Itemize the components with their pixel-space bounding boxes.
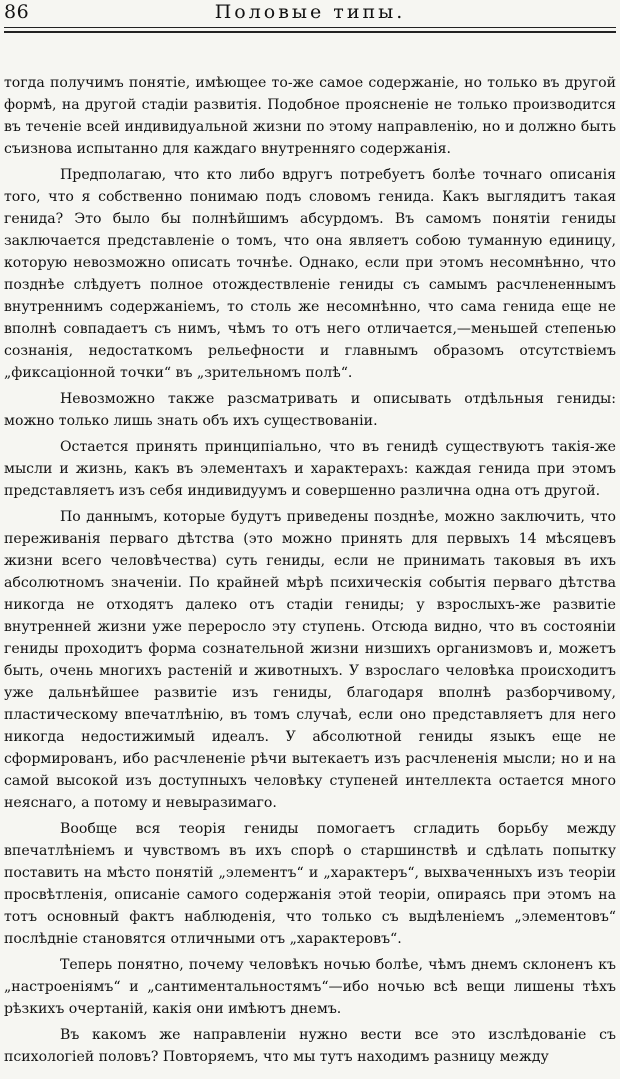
paragraph: Теперь понятно, почему человѣкъ ночью болѣе, чѣмъ днемъ склоненъ къ „настроеніямъ“ и „сантиментальностямъ“—ибо ночью всѣ вещи лишены тѣхъ рѣзкихъ очертаній, какія они имѣютъ днемъ.: [4, 957, 616, 1017]
paragraph: Остается принять принципіально, что въ генидѣ существуютъ такія-же мысли и жизнь, какъ въ элементахъ и характерахъ: каждая генида при этомъ представляетъ изъ себя индивидуумъ и совершенно различна одна отъ другой.: [4, 439, 616, 499]
paragraph-continued: тогда получимъ понятіе, имѣющее то-же самое содержаніе, но только въ другой формѣ, на другой стадіи развитія. Подобное проясненіе не только производится въ теченіе всей индивидуальной жизни по этому направленію, но и должно быть съизнова испытанно для каждаго внутренняго содержанія.: [4, 75, 616, 157]
paragraph: Вообще вся теорія гениды помогаетъ сгладить борьбу между впечатлѣніемъ и чувствомъ въ ихъ спорѣ о старшинствѣ и сдѣлать попытку поставить на мѣсто понятій „элементъ“ и „характеръ“, выхваченныхъ изъ теоріи просвѣтленія, описаніе самого содержанія этой теоріи, опираясь при этомъ на тотъ основный фактъ наблюденія, что только съ выдѣленіемъ „элементовъ“ послѣдніе становятся отличными отъ „характеровъ“.: [4, 821, 616, 947]
paragraph: Предполагаю, что кто либо вдругъ потребуетъ болѣе точнаго описанія того, что я собственно понимаю подъ словомъ генида. Какъ выглядитъ такая генида? Это было бы полнѣйшимъ абсурдомъ. Въ самомъ понятіи гениды заключается представленіе о томъ, что она являетъ собою туманную единицу, которую невозможно описать точнѣе. Однако, если при этомъ несомнѣнно, что позднѣе слѣдуетъ полное отождествленіе гениды съ самымъ расчлененнымъ внутреннимъ содержаніемъ, то столь же несомнѣнно, что сама генида еще не вполнѣ совпадаетъ съ нимъ, чѣмъ то отъ него отличается,—меньшей степенью сознанія, недостаткомъ рельефности и главнымъ образомъ отсутствіемъ „фиксаціонной точки“ въ „зрительномъ полѣ“.: [4, 167, 616, 381]
page-number: 86: [4, 1, 30, 23]
header-rule-thick: [4, 31, 616, 33]
paragraph: По даннымъ, которые будутъ приведены позднѣе, можно заключить, что переживанія перваго дѣтства (это можно принять для первыхъ 14 мѣсяцевъ жизни всего человѣчества) суть гениды, если не принимать таковыя въ ихъ абсолютномъ значеніи. По крайней мѣрѣ психическія событія перваго дѣтства никогда не отходятъ далеко отъ стадіи гениды; у взрослыхъ-же развитіе внутренней жизни уже переросло эту ступень. Отсюда видно, что въ состояніи гениды проходитъ форма сознательной жизни низшихъ организмовъ и, можетъ быть, очень многихъ растеній и животныхъ. У взрослаго человѣка происходитъ уже дальнѣйшее развитіе изъ гениды, благодаря вполнѣ разборчивому, пластическому впечатлѣнію, въ томъ случаѣ, если оно представляетъ для него никогда недостижимый идеалъ. У абсолютной гениды языкъ еще не сформированъ, ибо расчлененіе рѣчи вытекаетъ изъ расчлененія мысли; но и на самой высокой изъ доступныхъ человѣку ступеней интеллекта остается много неяснаго, а потому и невыразимаго.: [4, 509, 616, 811]
body-text: [4, 72, 616, 1068]
paragraph: Въ какомъ же направленіи нужно вести все это изслѣдованіе съ психологіей половъ? Повторяемъ, что мы тутъ находимъ разницу между: [4, 1027, 616, 1065]
header-rule-thin: [4, 27, 616, 28]
paragraph: Невозможно также разсматривать и описывать отдѣльныя гениды: можно только лишь знать объ ихъ существованіи.: [4, 391, 616, 429]
running-title: Половые типы.: [214, 1, 406, 23]
